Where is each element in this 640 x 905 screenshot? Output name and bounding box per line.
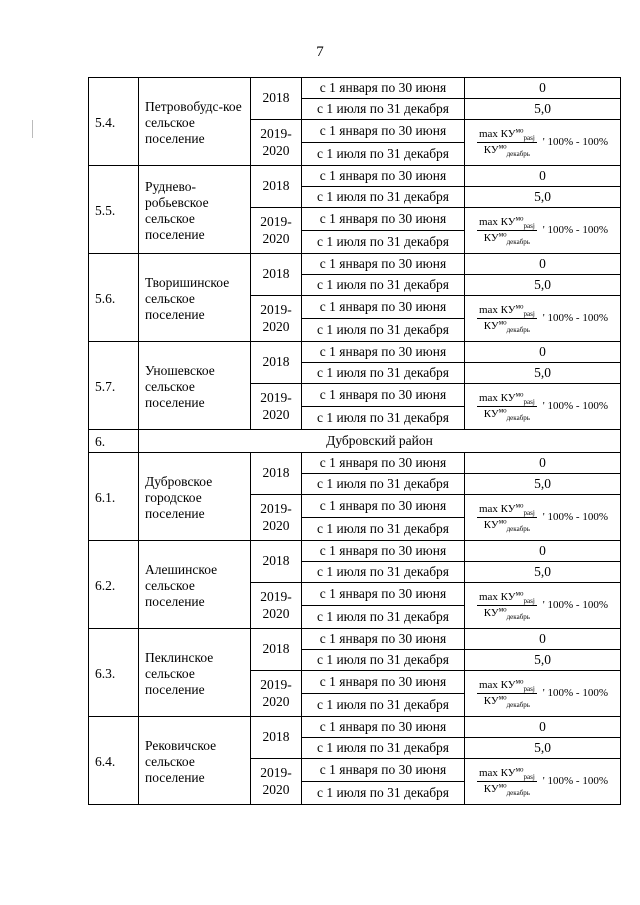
value-cell: 5,0	[465, 187, 621, 208]
numerator-sup: мо	[515, 214, 524, 223]
formula-tail: ' 100% - 100%	[542, 598, 609, 611]
index-formula	[465, 503, 620, 532]
value-cell: 5,0	[465, 738, 621, 759]
formula-cell	[465, 583, 621, 629]
table-row	[89, 717, 621, 738]
formula-denominator	[482, 231, 532, 245]
formula-tail: ' 100% - 100%	[542, 223, 609, 236]
year-cell: 2018	[251, 717, 302, 759]
year-cell: 2018	[251, 342, 302, 384]
formula-fraction	[477, 304, 537, 333]
year-cell: 2019-2020	[251, 208, 302, 254]
formula-cell	[465, 759, 621, 805]
denominator-sup: мо	[498, 230, 507, 239]
formula-numerator	[477, 679, 537, 694]
denominator-sup: мо	[498, 142, 507, 151]
formula-numerator	[477, 128, 537, 143]
period-cell: с 1 января по 30 июня	[302, 342, 465, 363]
period-cell: с 1 июля по 31 декабря	[302, 606, 465, 629]
row-number: 6.1.	[89, 453, 139, 541]
numerator-sup: мо	[515, 302, 524, 311]
settlement-name: Рековичское сельское поселение	[139, 717, 251, 805]
row-number: 5.4.	[89, 78, 139, 166]
numerator-text: max КУ	[478, 303, 516, 316]
row-number: 6.3.	[89, 629, 139, 717]
year-cell: 2019-2020	[251, 583, 302, 629]
numerator-text: max КУ	[478, 215, 516, 228]
formula-cell	[465, 671, 621, 717]
formula-tail: ' 100% - 100%	[542, 311, 609, 324]
settlement-name: Творишинское сельское поселение	[139, 254, 251, 342]
denominator-sub: декабрь	[506, 238, 530, 247]
period-cell: с 1 января по 30 июня	[302, 384, 465, 407]
denominator-text: КУ	[483, 607, 499, 619]
period-cell: с 1 июля по 31 декабря	[302, 363, 465, 384]
period-cell: с 1 января по 30 июня	[302, 296, 465, 319]
district-name: Дубровский район	[139, 430, 621, 453]
formula-denominator	[482, 407, 532, 421]
numerator-text: max КУ	[478, 678, 516, 691]
denominator-text: КУ	[483, 320, 499, 332]
formula-cell	[465, 120, 621, 166]
formula-tail: ' 100% - 100%	[542, 135, 609, 148]
formula-numerator	[477, 392, 537, 407]
formula-denominator	[482, 694, 532, 708]
formula-denominator	[482, 782, 532, 796]
period-cell: с 1 января по 30 июня	[302, 120, 465, 143]
period-cell: с 1 января по 30 июня	[302, 671, 465, 694]
formula-denominator	[482, 143, 532, 157]
index-formula	[465, 128, 620, 157]
value-cell: 0	[465, 254, 621, 275]
period-cell: с 1 июля по 31 декабря	[302, 231, 465, 254]
formula-numerator	[477, 767, 537, 782]
denominator-sub: декабрь	[506, 613, 530, 622]
numerator-text: max КУ	[478, 590, 516, 603]
period-cell: с 1 января по 30 июня	[302, 166, 465, 187]
numerator-sup: мо	[515, 765, 524, 774]
row-number: 5.7.	[89, 342, 139, 430]
table-row	[89, 78, 621, 99]
scan-margin-mark	[32, 120, 33, 138]
year-cell: 2018	[251, 453, 302, 495]
year-cell: 2018	[251, 629, 302, 671]
denominator-sub: декабрь	[506, 525, 530, 534]
denominator-sup: мо	[498, 318, 507, 327]
formula-denominator	[482, 319, 532, 333]
formula-tail: ' 100% - 100%	[542, 399, 609, 412]
period-cell: с 1 января по 30 июня	[302, 759, 465, 782]
year-cell: 2018	[251, 254, 302, 296]
denominator-sup: мо	[498, 693, 507, 702]
year-cell: 2019-2020	[251, 384, 302, 430]
formula-fraction	[477, 392, 537, 421]
denominator-text: КУ	[483, 232, 499, 244]
period-cell: с 1 июля по 31 декабря	[302, 518, 465, 541]
table-body-bottom	[89, 453, 621, 805]
value-cell: 0	[465, 342, 621, 363]
index-formula	[465, 304, 620, 333]
formula-cell	[465, 384, 621, 430]
period-cell: с 1 июля по 31 декабря	[302, 474, 465, 495]
denominator-text: КУ	[483, 519, 499, 531]
row-number: 5.5.	[89, 166, 139, 254]
settlement-name: Дубровское городское поселение	[139, 453, 251, 541]
numerator-sub: pasj	[523, 310, 535, 318]
period-cell: с 1 января по 30 июня	[302, 629, 465, 650]
numerator-text: max КУ	[478, 502, 516, 515]
period-cell: с 1 января по 30 июня	[302, 583, 465, 606]
settlement-name: Пеклинское сельское поселение	[139, 629, 251, 717]
numerator-sup: мо	[515, 677, 524, 686]
formula-fraction	[477, 503, 537, 532]
row-number: 6.2.	[89, 541, 139, 629]
denominator-sup: мо	[498, 781, 507, 790]
formula-denominator	[482, 606, 532, 620]
numerator-text: max КУ	[478, 766, 516, 779]
table-row	[89, 453, 621, 474]
numerator-sub: pasj	[523, 773, 535, 781]
settlement-name: Руднево-робьевское сельское поселение	[139, 166, 251, 254]
index-formula	[465, 767, 620, 796]
period-cell: с 1 июля по 31 декабря	[302, 650, 465, 671]
formula-fraction	[477, 767, 537, 796]
value-cell: 0	[465, 78, 621, 99]
period-cell: с 1 июля по 31 декабря	[302, 319, 465, 342]
formula-fraction	[477, 128, 537, 157]
period-cell: с 1 июля по 31 декабря	[302, 562, 465, 583]
period-cell: с 1 января по 30 июня	[302, 254, 465, 275]
period-cell: с 1 января по 30 июня	[302, 495, 465, 518]
formula-numerator	[477, 304, 537, 319]
value-cell: 0	[465, 717, 621, 738]
period-cell: с 1 июля по 31 декабря	[302, 143, 465, 166]
denominator-sub: декабрь	[506, 150, 530, 159]
period-cell: с 1 января по 30 июня	[302, 208, 465, 231]
formula-tail: ' 100% - 100%	[542, 686, 609, 699]
settlement-name: Петровобудс-кое сельское поселение	[139, 78, 251, 166]
period-cell: с 1 июля по 31 декабря	[302, 275, 465, 296]
table-row	[89, 629, 621, 650]
denominator-sub: декабрь	[506, 789, 530, 798]
period-cell: с 1 июля по 31 декабря	[302, 694, 465, 717]
denominator-sup: мо	[498, 517, 507, 526]
denominator-text: КУ	[483, 408, 499, 420]
formula-tail: ' 100% - 100%	[542, 774, 609, 787]
denominator-text: КУ	[483, 695, 499, 707]
formula-cell	[465, 495, 621, 541]
index-formula	[465, 392, 620, 421]
numerator-sub: pasj	[523, 222, 535, 230]
year-cell: 2019-2020	[251, 120, 302, 166]
page-number: 7	[316, 44, 324, 60]
district-row	[89, 430, 621, 453]
period-cell: с 1 июля по 31 декабря	[302, 782, 465, 805]
denominator-sub: декабрь	[506, 414, 530, 423]
numerator-sub: pasj	[523, 134, 535, 142]
numerator-sub: pasj	[523, 398, 535, 406]
year-cell: 2018	[251, 541, 302, 583]
tariff-table	[88, 77, 621, 805]
value-cell: 5,0	[465, 650, 621, 671]
value-cell: 0	[465, 453, 621, 474]
year-cell: 2019-2020	[251, 759, 302, 805]
period-cell: с 1 января по 30 июня	[302, 541, 465, 562]
period-cell: с 1 июля по 31 декабря	[302, 738, 465, 759]
district-header	[89, 430, 621, 453]
table-body-top	[89, 78, 621, 430]
formula-fraction	[477, 216, 537, 245]
formula-numerator	[477, 216, 537, 231]
formula-fraction	[477, 679, 537, 708]
index-formula	[465, 216, 620, 245]
table-row	[89, 254, 621, 275]
period-cell: с 1 июля по 31 декабря	[302, 187, 465, 208]
year-cell: 2018	[251, 166, 302, 208]
formula-numerator	[477, 503, 537, 518]
index-formula	[465, 679, 620, 708]
denominator-text: КУ	[483, 144, 499, 156]
numerator-sup: мо	[515, 126, 524, 135]
numerator-sub: pasj	[523, 597, 535, 605]
formula-cell	[465, 208, 621, 254]
table-row	[89, 541, 621, 562]
period-cell: с 1 июля по 31 декабря	[302, 99, 465, 120]
numerator-sub: pasj	[523, 509, 535, 517]
denominator-sub: декабрь	[506, 701, 530, 710]
formula-denominator	[482, 518, 532, 532]
numerator-text: max КУ	[478, 127, 516, 140]
period-cell: с 1 января по 30 июня	[302, 717, 465, 738]
row-number: 5.6.	[89, 254, 139, 342]
denominator-text: КУ	[483, 783, 499, 795]
formula-tail: ' 100% - 100%	[542, 510, 609, 523]
value-cell: 5,0	[465, 363, 621, 384]
row-number: 6.4.	[89, 717, 139, 805]
formula-cell	[465, 296, 621, 342]
settlement-name: Уношевское сельское поселение	[139, 342, 251, 430]
numerator-sup: мо	[515, 390, 524, 399]
numerator-sup: мо	[515, 501, 524, 510]
numerator-text: max КУ	[478, 391, 516, 404]
value-cell: 5,0	[465, 99, 621, 120]
denominator-sup: мо	[498, 605, 507, 614]
year-cell: 2019-2020	[251, 495, 302, 541]
formula-fraction	[477, 591, 537, 620]
table-row	[89, 166, 621, 187]
period-cell: с 1 января по 30 июня	[302, 453, 465, 474]
period-cell: с 1 июля по 31 декабря	[302, 407, 465, 430]
year-cell: 2018	[251, 78, 302, 120]
value-cell: 0	[465, 629, 621, 650]
value-cell: 0	[465, 166, 621, 187]
numerator-sub: pasj	[523, 685, 535, 693]
value-cell: 5,0	[465, 275, 621, 296]
index-formula	[465, 591, 620, 620]
value-cell: 5,0	[465, 562, 621, 583]
settlement-name: Алешинское сельское поселение	[139, 541, 251, 629]
formula-numerator	[477, 591, 537, 606]
value-cell: 5,0	[465, 474, 621, 495]
numerator-sup: мо	[515, 589, 524, 598]
year-cell: 2019-2020	[251, 296, 302, 342]
period-cell: с 1 января по 30 июня	[302, 78, 465, 99]
table-row	[89, 342, 621, 363]
denominator-sub: декабрь	[506, 326, 530, 335]
value-cell: 0	[465, 541, 621, 562]
year-cell: 2019-2020	[251, 671, 302, 717]
district-number: 6.	[89, 430, 139, 453]
denominator-sup: мо	[498, 406, 507, 415]
